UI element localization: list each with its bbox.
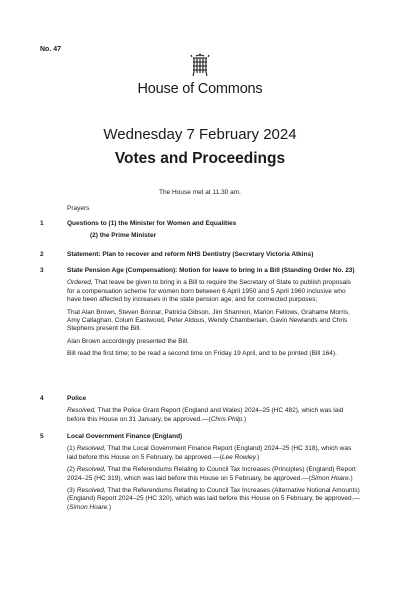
item-paragraph: That Alan Brown, Steven Bonnar, Patricia Gibson, Jim Shannon, Marion Fellows, Grahame Morris, Amy Callaghan, Colum Eastwood, Peter Aldous, Wendy Chamberlain, Gavin Newlands and Chris Stephens present the Bill.: [67, 308, 350, 333]
item-number: 5: [40, 433, 44, 440]
house-met-time: The House met at 11.30 am.: [159, 189, 241, 196]
proceeding-item-4: [40, 395, 360, 428]
item-number: 4: [40, 395, 44, 402]
proceeding-item-5: [40, 433, 360, 516]
document-number: No. 47: [40, 46, 62, 53]
item-heading: Questions to (1) the Minister for Women and Equalities: [67, 220, 237, 227]
item-heading: Statement: Plan to recover and reform NHS Dentistry (Secretary Victoria Atkins): [67, 251, 314, 258]
signatory: Simon Hoare.: [69, 503, 109, 511]
item-heading: Local Government Finance (England): [67, 433, 183, 440]
signatory: Simon Hoare.: [310, 474, 351, 482]
item-paragraph: (1) Resolved, That the Local Government Finance Report (England) 2024–25 (HC 318), which was laid before this House on 5 February, be approved.—(Lee Rowley.): [67, 445, 352, 461]
item-subheading: (2) the Prime Minister: [90, 232, 157, 240]
item-paragraph: (3) Resolved, That the Referendums Relating to Council Tax Increases (Alternative Notional Amounts) (England) Report 2024–25 (HC 320), which was laid before this House on 5 February, be approved.—(Simon Hoare.): [67, 487, 360, 511]
sitting-date: Wednesday 7 February 2024: [103, 126, 297, 143]
page-title: Votes and Proceedings: [114, 150, 286, 167]
proceeding-item-1: [40, 220, 360, 241]
item-number: 3: [40, 267, 44, 274]
house-name: House of Commons: [137, 81, 263, 97]
item-number: 1: [40, 220, 44, 227]
item-paragraph: Alan Brown accordingly presented the Bill.: [67, 337, 189, 345]
item-paragraph: Ordered, That leave be given to bring in a Bill to require the Secretary of State to publish proposals for a compensation scheme for women born between 6 April 1950 and 5 April 1960 inclusive who have been affected by increases in the state pension age; and for connected purposes;: [67, 279, 351, 304]
item-paragraph: Resolved, That the Police Grant Report (England and Wales) 2024–25 (HC 482), which was laid before this House on 31 January, be approved.—(Chris Philp.): [67, 407, 344, 423]
signatory: Lee Rowley.: [221, 453, 258, 461]
ordered-lead: Ordered,: [67, 279, 93, 287]
item-paragraph: (2) Resolved, That the Referendums Relating to Council Tax Increases (Principles) (England) Report 2024–25 (HC 319), which was laid before this House on 5 February, be approved.—(Simon Hoare.): [67, 466, 356, 482]
portcullis-logo: [190, 53, 210, 77]
item-number: 2: [40, 251, 44, 258]
proceeding-item-3: [40, 267, 360, 363]
prayers-label: Prayers: [67, 205, 90, 212]
item-heading: Police: [67, 395, 87, 402]
proceeding-item-2: [40, 251, 360, 259]
item-paragraph: Bill read the first time; to be read a second time on Friday 19 April, and to be printed (Bill 164).: [67, 350, 337, 358]
signatory: Chris Philp.: [210, 415, 244, 423]
item-heading: State Pension Age (Compensation): Motion for leave to bring in a Bill (Standing Order No. 23): [67, 267, 355, 274]
